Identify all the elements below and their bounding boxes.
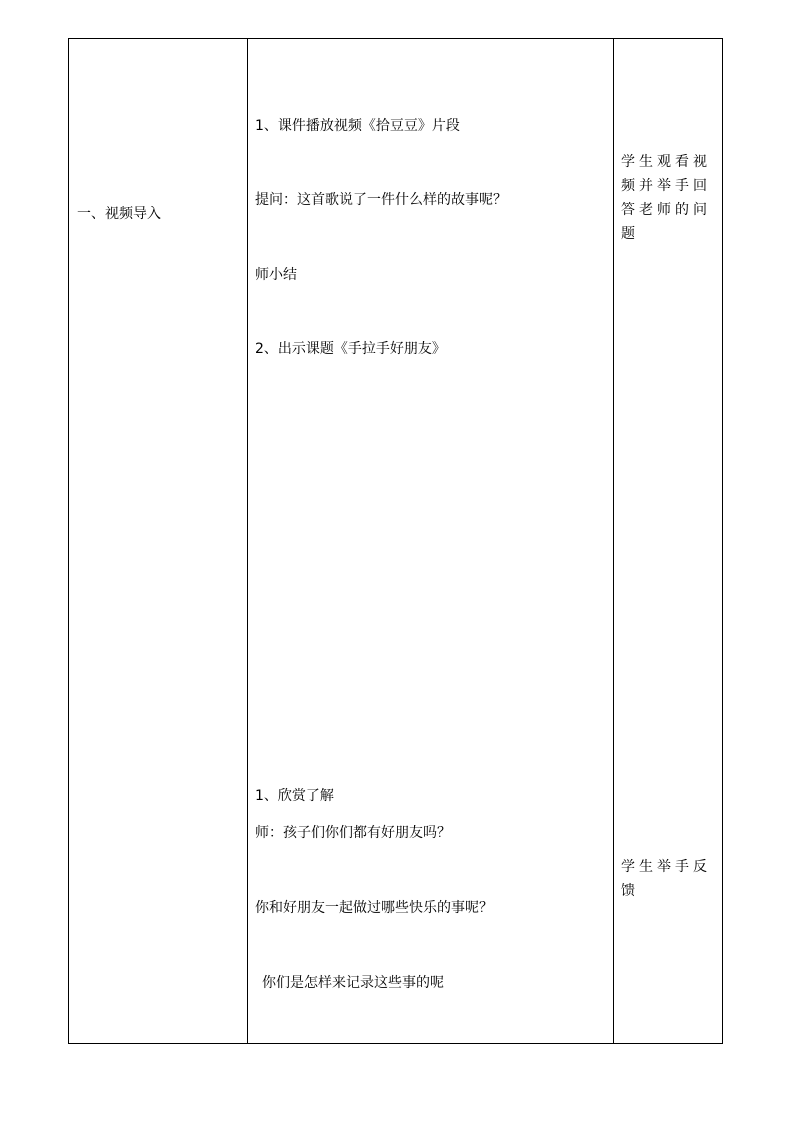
section-title: 一、视频导入	[77, 206, 161, 222]
column-divider-left	[247, 39, 248, 1043]
question-story: 提问：这首歌说了一件什么样的故事呢？	[255, 192, 507, 208]
student-activity-watch: 学生观看视频并举手回答老师的问题	[621, 154, 711, 242]
column-divider-right	[613, 39, 614, 1043]
question-happy-things: 你和好朋友一起做过哪些快乐的事呢？	[255, 900, 493, 916]
teacher-summary: 师小结	[255, 267, 297, 283]
student-activity-feedback: 学生举手反馈	[621, 859, 711, 899]
step-appreciate: 1、欣赏了解	[255, 788, 334, 804]
step-show-title: 2、出示课题《手拉手好朋友》	[255, 341, 446, 357]
teacher-question-friends: 师：孩子们你们都有好朋友吗？	[255, 825, 451, 841]
question-record: 你们是怎样来记录这些事的呢	[262, 975, 444, 991]
lesson-table	[68, 38, 723, 1044]
step-play-video: 1、课件播放视频《拾豆豆》片段	[255, 118, 460, 134]
